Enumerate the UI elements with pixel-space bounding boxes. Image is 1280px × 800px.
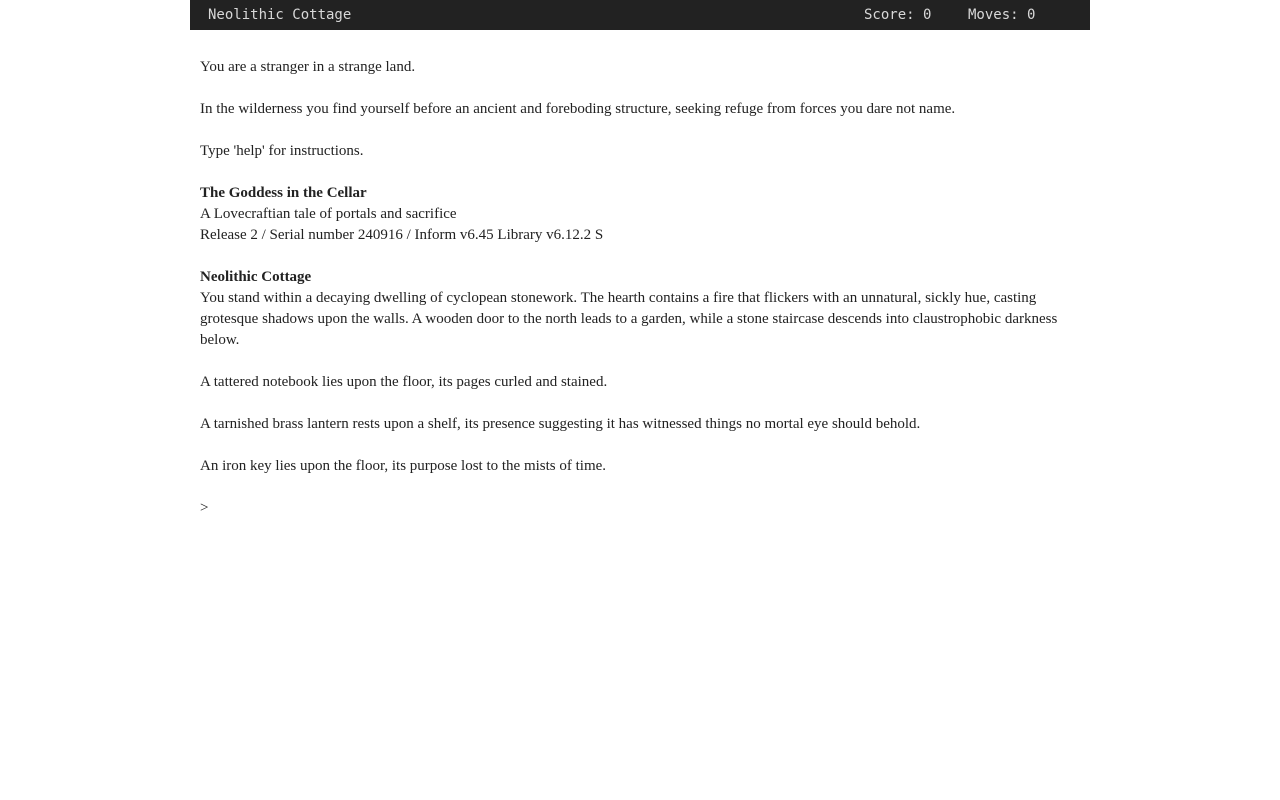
- game-subtitle: A Lovecraftian tale of portals and sacrifice: [200, 206, 457, 222]
- command-input[interactable]: [208, 500, 1072, 517]
- object-lantern: A tarnished brass lantern rests upon a shelf, its presence suggesting it has witnessed things no mortal eye should behold.: [200, 416, 921, 432]
- game-title: The Goddess in the Cellar: [200, 185, 367, 201]
- command-line: [200, 498, 1080, 519]
- intro-line: You are a stranger in a strange land.: [200, 59, 416, 75]
- room-block: [200, 267, 1080, 351]
- status-bar: [190, 0, 1090, 30]
- status-location: Neolithic Cottage: [208, 7, 352, 23]
- status-moves: Moves: 0: [968, 7, 1036, 23]
- room-name: Neolithic Cottage: [200, 269, 312, 285]
- game-banner: [200, 183, 1080, 246]
- object-notebook: A tattered notebook lies upon the floor, its pages curled and stained.: [200, 374, 608, 390]
- status-score: Score: 0: [864, 7, 932, 23]
- intro-line: Type 'help' for instructions.: [200, 143, 364, 159]
- prompt-symbol: >: [200, 500, 209, 516]
- intro-line: In the wilderness you find yourself before an ancient and foreboding structure, seeking refuge from forces you dare not name.: [200, 101, 956, 117]
- game-window: [190, 0, 1090, 800]
- room-description: You stand within a decaying dwelling of cyclopean stonework. The hearth contains a fire that flickers with an unnatural, sickly hue, casting grotesque shadows upon the walls. A wooden door to the north leads to a garden, while a stone staircase descends into claustrophobic darkness below.: [200, 290, 1058, 348]
- transcript: [200, 57, 1080, 519]
- release-info: Release 2 / Serial number 240916 / Inform v6.45 Library v6.12.2 S: [200, 227, 604, 243]
- object-key: An iron key lies upon the floor, its purpose lost to the mists of time.: [200, 458, 607, 474]
